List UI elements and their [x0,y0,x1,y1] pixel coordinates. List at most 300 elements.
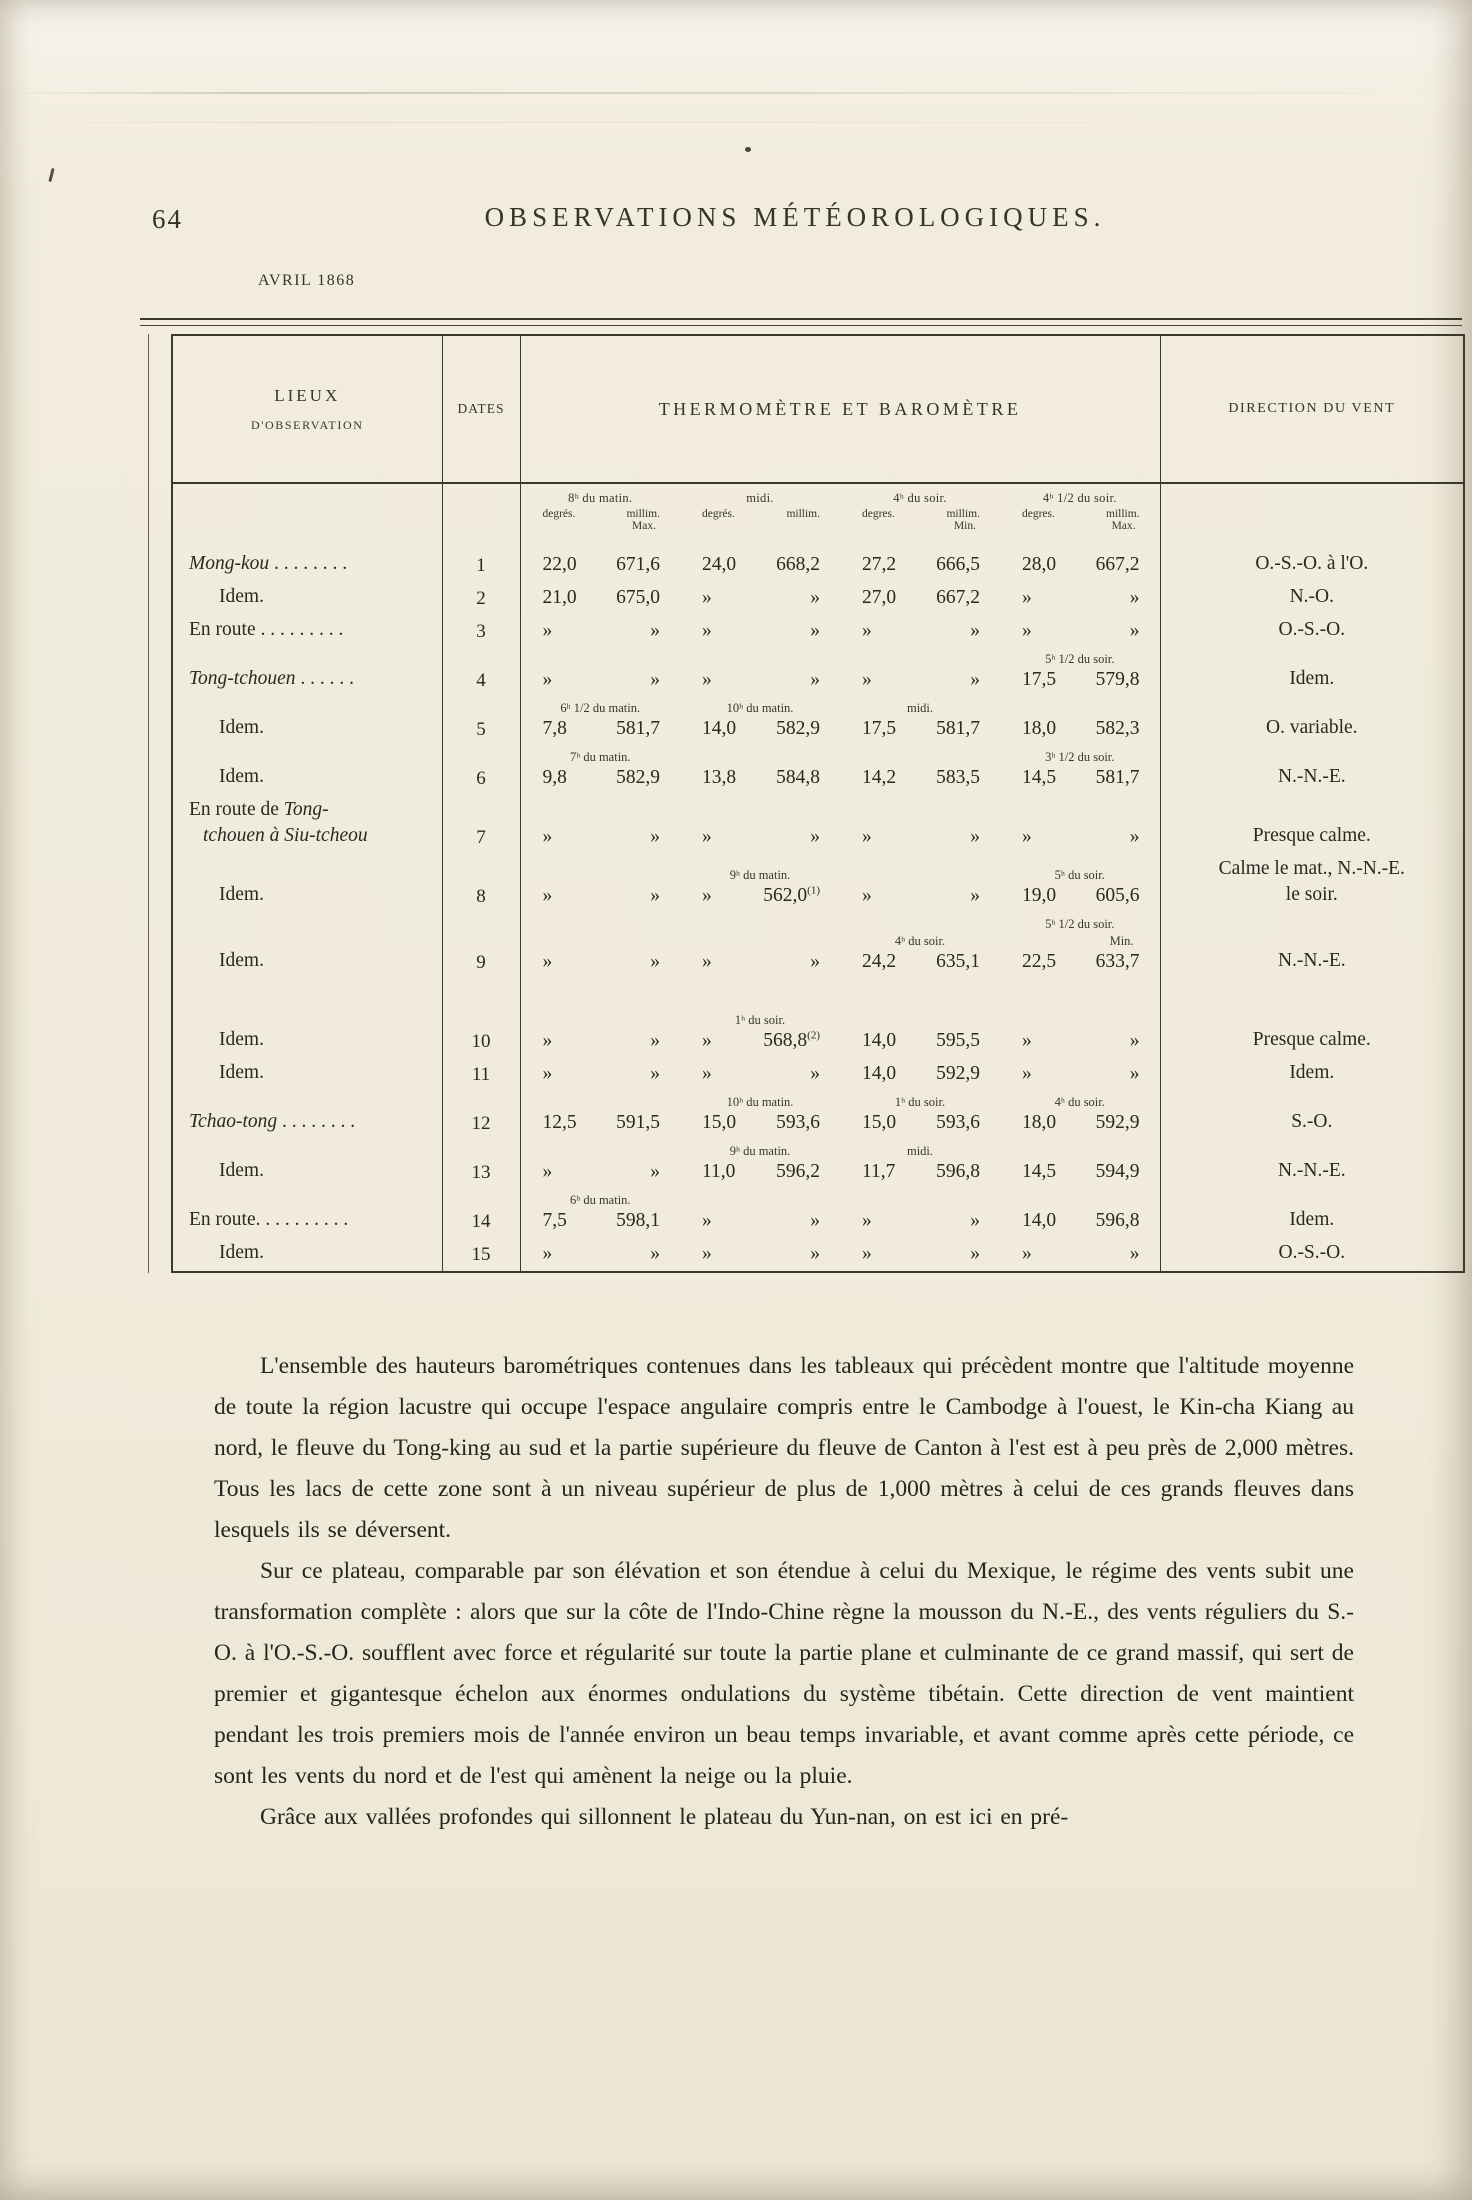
degrees-value: 14,2 [862,767,897,788]
wind-direction-text: Idem. [1289,1062,1335,1083]
date-cell: 6 [442,746,520,795]
millimetres-value: 582,9 [616,767,660,788]
values [1000,585,1160,610]
observation-cell-group-1 [520,648,680,697]
lieu-cell [172,582,442,615]
millimetres-value: » [1129,1030,1140,1051]
values [840,1241,1000,1266]
wind-direction-cell [1160,615,1464,648]
observation-cell-group-4 [1000,913,1160,979]
values [680,1208,840,1233]
lieu-cell [172,1140,442,1189]
millimetres-value: 596,8 [936,1161,980,1182]
millimetres-value: » [970,826,980,847]
observation-cell-group-4 [1000,1189,1160,1238]
values [1000,618,1160,643]
lieu-cell [172,1189,442,1238]
millimetres-value: » [970,1243,980,1264]
time-note: midi. [906,701,934,715]
millimetres-value: » [810,826,820,847]
values [680,1110,840,1135]
degrees-value: » [702,951,712,972]
values [680,1028,840,1053]
observation-cell-group-1 [520,1058,680,1091]
paragraph: Grâce aux vallées profondes qui sillonnent le plateau du Yun-nan, on est ici en pré- [260,1804,1069,1830]
degrees-value: » [542,1030,553,1051]
millimetres-value: 581,7 [1095,767,1140,788]
wind-direction-cell [1160,795,1464,854]
observation-cell-group-2 [680,615,840,648]
double-rule [140,318,1462,326]
date-cell: 3 [442,615,520,648]
time-note: 9ʰ du matin. [729,868,791,882]
millimetres-value: 605,6 [1095,885,1140,906]
degrees-value: » [702,1063,712,1084]
unit-degres-label: degrés. [702,508,735,520]
millimetres-value: 593,6 [936,1112,980,1133]
millimetres-value: 666,5 [936,554,980,575]
observation-cell-group-2 [680,1140,840,1189]
lieu-segment: Idem. [219,950,264,971]
time-of-day-label: midi. [746,491,774,505]
lieu-text [189,823,442,849]
time-note: 1ʰ du soir. [734,1013,786,1027]
time-note: 6ʰ 1/2 du matin. [560,701,641,715]
millimetres-value: » [810,620,820,641]
values [1000,667,1160,692]
values [680,883,840,908]
lieu-text [189,1060,442,1086]
degrees-value: » [862,885,872,906]
millimetres-value: » [970,1210,980,1231]
degrees-value: » [1022,826,1032,847]
time-note: 1ʰ du soir. [894,1095,946,1109]
values [1000,1241,1160,1266]
millimetres-value: 579,8 [1095,669,1140,690]
wind-direction-text: N.-O. [1289,586,1334,607]
degrees-value: » [862,826,872,847]
wind-direction-cell [1160,549,1464,582]
wind-direction-cell [1160,1091,1464,1140]
degrees-value: » [1022,620,1032,641]
time-note: midi. [906,1144,934,1158]
observation-cell-group-3 [840,1091,1000,1140]
lieu-text [189,715,442,741]
wind-direction-cell [1160,582,1464,615]
table-row [172,913,1464,979]
observation-cell-group-3 [840,1058,1000,1091]
time-note: 5ʰ 1/2 du soir. [1045,652,1115,666]
wind-direction-text: Calme le mat., N.-N.-E. [1218,858,1405,879]
degrees-value: 12,5 [542,1112,577,1133]
degrees-value: » [862,1210,872,1231]
degrees-value: » [702,1030,712,1051]
time-note: 9ʰ du matin. [729,1144,791,1158]
observation-cell-group-2 [680,648,840,697]
millimetres-value: 667,2 [936,587,980,608]
wind-direction-text: Idem. [1289,668,1335,689]
date-cell: 14 [442,1189,520,1238]
lieu-segment: Tong-tchouen [189,668,296,689]
wind-direction-text: Presque calme. [1252,1029,1371,1050]
lieu-segment: Idem. [219,884,264,905]
millimetres-value: 582,9 [776,718,820,739]
lieu-segment: Idem. [219,1160,264,1181]
observation-cell-group-1 [520,1189,680,1238]
page-title: OBSERVATIONS MÉTÉOROLOGIQUES. [484,202,1106,232]
lieu-segment: Idem. [219,1029,264,1050]
lieu-cell [172,1058,442,1091]
wind-direction-text: S.-O. [1291,1111,1333,1132]
values [1000,1208,1160,1233]
col-header-thermometre-barometre: THERMOMÈTRE ET BAROMÈTRE [520,335,1160,483]
observation-cell-group-1 [520,746,680,795]
millimetres-value: » [810,1210,820,1231]
lieu-text [189,1109,442,1135]
degrees-value: 24,0 [702,554,737,575]
degrees-value: » [1022,1243,1032,1264]
values [840,1208,1000,1233]
date-cell: 11 [442,1058,520,1091]
lieu-cell [172,746,442,795]
observation-cell-group-2 [680,582,840,615]
values [521,585,681,610]
millimetres-value: » [1129,587,1140,608]
date-cell: 2 [442,582,520,615]
observation-cell-group-3 [840,648,1000,697]
unit-degres-label: degres. [1022,508,1055,520]
observation-cell-group-4 [1000,854,1160,913]
wind-direction-text: le soir. [1285,884,1338,905]
lieu-cell [172,1091,442,1140]
lieu-segment: En route . . . . . . . . . [189,619,344,640]
unit-millim-label: millim. [1106,508,1140,520]
observation-cell-group-3 [840,746,1000,795]
degrees-value: 15,0 [702,1112,737,1133]
time-note: 7ʰ du matin. [569,750,631,764]
values [1000,552,1160,577]
wind-direction-text: O. variable. [1266,717,1358,738]
observation-cell-group-2 [680,854,840,913]
values [840,1028,1000,1053]
degrees-value: 9,8 [542,767,567,788]
values [1000,716,1160,741]
observation-cell-group-1 [520,1238,680,1272]
values [1000,1028,1160,1053]
observation-cell-group-2 [680,746,840,795]
observation-cell-group-3 [840,697,1000,746]
millimetres-value: 594,9 [1095,1161,1140,1182]
values [840,1159,1000,1184]
degrees-value: » [702,885,712,906]
millimetres-value: 591,5 [616,1112,660,1133]
unit-millim-label: millim. [946,508,980,520]
values [521,765,681,790]
wind-direction-cell [1160,979,1464,1058]
millimetres-value: » [810,951,820,972]
millimetres-value: 562,0$^{(1)}$ [763,884,820,906]
millimetres-value: » [650,951,660,972]
millimetres-value: » [810,1243,820,1264]
millimetres-value: 598,1 [616,1210,660,1231]
col-header-direction-vent: DIRECTION DU VENT [1160,335,1464,483]
observation-cell-group-4 [1000,549,1160,582]
observation-cell-group-1 [520,549,680,582]
extreme-label: Max. [632,520,656,532]
values [840,552,1000,577]
unit-millim-label: millim. [626,508,660,520]
degrees-value: » [862,620,872,641]
degrees-value: » [542,885,553,906]
observation-cell-group-4 [1000,1238,1160,1272]
observations-table [171,334,1465,1273]
values [1000,765,1160,790]
date-cell: 13 [442,1140,520,1189]
subheader-time-group-1 [520,483,680,549]
degrees-value: 27,0 [862,587,897,608]
millimetres-value: 593,6 [776,1112,820,1133]
observation-cell-group-4 [1000,795,1160,854]
unit-labels [1000,506,1160,520]
wind-direction-cell [1160,913,1464,979]
millimetres-value: » [650,620,660,641]
degrees-value: 7,5 [542,1210,567,1231]
footnote-marker: (1) [807,884,820,897]
lieu-segment: En route de [189,799,284,820]
observation-cell-group-2 [680,913,840,979]
ink-spot-artifact [745,147,751,152]
time-note: 4ʰ du soir. [1054,1095,1105,1109]
millimetres-value: » [810,587,820,608]
ink-mark-artifact [48,168,54,182]
observation-cell-group-3 [840,1238,1000,1272]
millimetres-value: » [970,885,980,906]
observation-cell-group-2 [680,1058,840,1091]
millimetres-value: » [1129,1243,1140,1264]
time-of-day-label: 4ʰ 1/2 du soir. [1042,491,1117,505]
table-subheader-row [172,483,1464,549]
lieu-cell [172,913,442,979]
values [840,618,1000,643]
wind-direction-text: N.-N.-E. [1277,1160,1346,1181]
period-label: AVRIL 1868 [258,272,356,289]
time-note: 3ʰ 1/2 du soir. [1045,750,1115,764]
wind-direction-text: O.-S.-O. à l'O. [1255,553,1369,574]
subheader-time-group-4 [1000,483,1160,549]
table-row [172,795,1464,854]
paragraph: L'ensemble des hauteurs barométriques contenues dans les tableaux qui précèdent montre que l'altitude moyenne de toute la région lacustre qui occupe l'espace angulaire compris entre le Cambodge à l'ouest, le Kin-cha Kiang au nord, le fleuve du Tong-king au sud et la partie supérieure du fleuve de Canton à l'est est à peu près de 2,000 mètres. Tous les lacs de cette zone sont à un niveau supérieur de plus de 1,000 mètres à celui de ces grands fleuves dans lesquels ils se déversent. [214,1353,1354,1543]
degrees-value: 22,0 [542,554,577,575]
time-of-day-label: 4ʰ du soir. [893,491,947,505]
date-cell: 5 [442,697,520,746]
minmax-note: Min. [1109,934,1134,948]
values [521,618,681,643]
millimetres-value: » [650,1063,660,1084]
lieu-cell [172,615,442,648]
values [680,1241,840,1266]
wind-direction-text: N.-N.-E. [1277,950,1346,971]
millimetres-value: 595,5 [936,1030,980,1051]
lieu-cell [172,697,442,746]
date-cell: 4 [442,648,520,697]
values [680,585,840,610]
degrees-value: 17,5 [1022,669,1057,690]
values [680,949,840,974]
subheader-time-group-3 [840,483,1000,549]
degrees-value: » [542,1063,553,1084]
unit-labels [521,506,681,520]
lieu-segment: tchouen à Siu-tcheou [203,825,368,846]
col-header-lieux [172,335,442,483]
degrees-value: 14,0 [702,718,737,739]
observation-cell-group-3 [840,854,1000,913]
values [1000,1159,1160,1184]
degrees-value: » [542,826,553,847]
wind-direction-text: Presque calme. [1252,825,1371,846]
millimetres-value: 635,1 [936,951,980,972]
time-note: 4ʰ du soir. [894,934,946,948]
values [1000,1110,1160,1135]
lieu-text [189,584,442,610]
table-row [172,549,1464,582]
observation-cell-group-1 [520,795,680,854]
lieu-cell [172,648,442,697]
lieu-segment: En route. . . . . . . . . . [189,1209,349,1230]
date-cell: 15 [442,1238,520,1272]
degrees-value: 15,0 [862,1112,897,1133]
lieu-text [189,617,442,643]
lieu-text [189,666,442,692]
table-row [172,615,1464,648]
degrees-value: 22,5 [1022,951,1057,972]
millimetres-value: » [650,1161,660,1182]
millimetres-value: 581,7 [936,718,980,739]
millimetres-value: 592,9 [936,1063,980,1084]
millimetres-value: » [810,669,820,690]
observation-cell-group-1 [520,913,680,979]
degrees-value: 19,0 [1022,885,1057,906]
degrees-value: 24,2 [862,951,897,972]
degrees-value: » [702,620,712,641]
values [840,765,1000,790]
lieu-segment: Tchao-tong [189,1111,278,1132]
values [521,552,681,577]
observation-cell-group-1 [520,979,680,1058]
degrees-value: » [862,669,872,690]
wind-direction-text: O.-S.-O. [1278,1242,1346,1263]
degrees-value: » [702,669,712,690]
wind-direction-text: N.-N.-E. [1277,766,1346,787]
values [521,949,681,974]
lieu-segment: Idem. [219,586,264,607]
millimetres-value: 667,2 [1095,554,1140,575]
unit-millim-label: millim. [786,508,820,520]
table-row [172,746,1464,795]
degrees-value: 18,0 [1022,718,1057,739]
values [521,1159,681,1184]
observation-cell-group-4 [1000,1140,1160,1189]
millimetres-value: 633,7 [1095,951,1140,972]
millimetres-value: » [970,620,980,641]
observation-cell-group-4 [1000,697,1160,746]
values [521,1028,681,1053]
millimetres-value: 581,7 [616,718,660,739]
degrees-value: 21,0 [542,587,577,608]
subheader-spacer-vent [1160,483,1464,549]
table-row [172,854,1464,913]
values [521,1061,681,1086]
observation-cell-group-1 [520,1140,680,1189]
millimetres-value: » [970,669,980,690]
page-number: 64 [152,204,183,234]
date-cell: 1 [442,549,520,582]
values [680,552,840,577]
observation-cell-group-2 [680,549,840,582]
degrees-value: 13,8 [702,767,737,788]
date-cell: 9 [442,913,520,979]
lieu-text [189,1158,442,1184]
degrees-value: » [542,951,553,972]
degrees-value: 14,0 [1022,1210,1057,1231]
degrees-value: » [1022,1030,1032,1051]
values [680,765,840,790]
lieu-segment: . . . . . . . . [269,553,348,574]
observation-cell-group-3 [840,615,1000,648]
scan-crease [0,122,1472,123]
time-note: 10ʰ du matin. [726,1095,794,1109]
values [521,883,681,908]
degrees-value: 14,0 [862,1030,897,1051]
degrees-value: » [1022,1063,1032,1084]
values [680,1159,840,1184]
degrees-value: » [862,1243,872,1264]
degrees-value: » [702,826,712,847]
extreme-label: Max. [1111,520,1136,532]
millimetres-value: 592,9 [1095,1112,1140,1133]
date-cell: 10 [442,979,520,1058]
wind-direction-text: O.-S.-O. [1278,619,1346,640]
lieu-segment: Idem. [219,1062,264,1083]
subheader-time-group-2 [680,483,840,549]
observation-cell-group-1 [520,615,680,648]
observations-table-box [148,334,1464,1273]
body-text [214,1346,1354,1838]
values [1000,949,1160,974]
observation-cell-group-3 [840,549,1000,582]
time-note: 5ʰ 1/2 du soir. [1045,917,1115,931]
values [1000,824,1160,849]
millimetres-value: » [810,1063,820,1084]
millimetres-value: » [650,826,660,847]
table-header-row [172,335,1464,483]
values [680,667,840,692]
wind-direction-cell [1160,1238,1464,1272]
lieu-segment: Idem. [219,766,264,787]
extreme-label: Min. [953,520,976,532]
degrees-value: 14,5 [1022,767,1057,788]
observations-table-body [172,549,1464,1272]
table-row [172,979,1464,1058]
col-header-lieux-line2: D'OBSERVATION [251,417,364,432]
unit-labels [680,506,840,520]
col-header-lieux-line1: LIEUX [274,385,341,405]
lieu-cell [172,1238,442,1272]
degrees-value: 17,5 [862,718,897,739]
table-row [172,1140,1464,1189]
wind-direction-cell [1160,648,1464,697]
unit-degres-label: degrés. [542,508,576,520]
degrees-value: » [542,669,553,690]
